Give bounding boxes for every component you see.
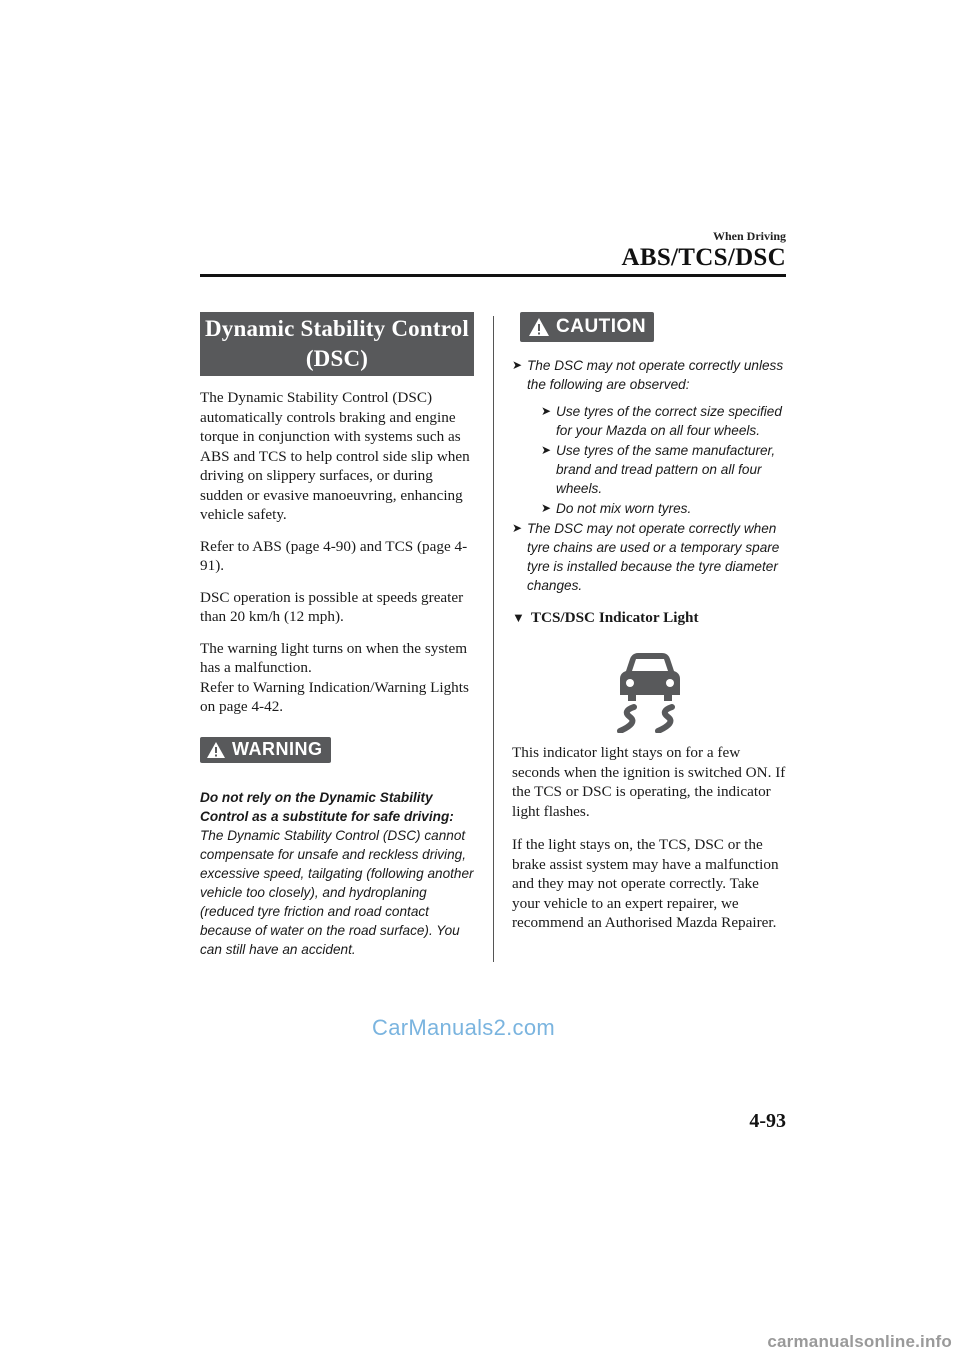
section-title — [200, 312, 474, 376]
caution-item-text: The DSC may not operate correctly unless the following are observed: — [527, 358, 784, 392]
column-divider — [493, 316, 494, 962]
caution-sub-list — [527, 402, 788, 518]
indicator-subheading — [512, 609, 788, 627]
warning-triangle-icon — [206, 741, 226, 759]
indicator-subheading-text: TCS/DSC Indicator Light — [530, 609, 699, 626]
triangle-down-icon: ▼ — [512, 610, 525, 625]
indicator-paragraph-1: This indicator light stays on for a few seconds when the ignition is switched ON. If the TCS or DSC is operating, the indicator light flashes. — [512, 744, 786, 820]
list-item — [541, 402, 788, 440]
header-kicker: When Driving — [712, 229, 786, 243]
caution-sub-item-text: Use tyres of the correct size specified for your Mazda on all four wheels. — [556, 404, 782, 438]
warning-body: The Dynamic Stability Control (DSC) cannot compensate for unsafe and reckless driving, excessive speed, tailgating (following another vehicle too closely), and hydroplaning (reduced tyre friction and road contact because of water on the road surface). You can still have an accident. — [200, 827, 474, 957]
warning-light-sentence: The warning light turns on when the system has a malfunction. — [200, 639, 468, 676]
right-column — [512, 312, 788, 933]
warning-content — [200, 788, 474, 959]
left-column — [200, 312, 474, 959]
dsc-warning-light-paragraph — [200, 639, 474, 717]
caution-sub-item-text: Do not mix worn tyres. — [556, 501, 692, 516]
watermark-corner: carmanualsonline.info — [767, 1332, 952, 1351]
header-rule — [200, 274, 786, 277]
caution-label: CAUTION — [556, 316, 647, 337]
indicator-paragraph-2: If the light stays on, the TCS, DSC or the brake assist system may have a malfunction and they may not operate correctly. Take your vehicle to an expert repairer, we recommend an Authorised Mazda Repairer. — [512, 836, 779, 931]
section-title-line2: (DSC) — [305, 346, 369, 371]
dsc-reference-paragraph: Refer to ABS (page 4-90) and TCS (page 4-91). — [200, 537, 468, 574]
warning-lead: Do not rely on the Dynamic Stability Control as a substitute for safe driving: — [200, 789, 454, 824]
skidding-car-icon — [614, 651, 686, 733]
caution-item-text: The DSC may not operate correctly when tyre chains are used or a temporary spare tyre is installed because the tyre diameter changes. — [527, 521, 780, 593]
list-item — [512, 356, 788, 518]
arrow-bullet-icon: ➤ — [541, 443, 552, 457]
dsc-speed-paragraph: DSC operation is possible at speeds greater than 20 km/h (12 mph). — [200, 588, 464, 625]
dsc-intro-paragraph: The Dynamic Stability Control (DSC) automatically controls braking and engine torque in conjunction with systems such as ABS and TCS to help control side slip when driving on slippery surfaces, or during sudden or evasive manoeuvring, enhancing vehicle safety. — [200, 389, 470, 523]
arrow-bullet-icon: ➤ — [541, 501, 552, 515]
list-item — [541, 499, 788, 518]
list-item — [512, 519, 788, 595]
arrow-bullet-icon: ➤ — [541, 404, 552, 418]
caution-list — [512, 356, 788, 595]
arrow-bullet-icon: ➤ — [512, 358, 523, 372]
warning-triangle-icon — [528, 317, 550, 337]
caution-sub-item-text: Use tyres of the same manufacturer, brand and tread pattern on all four wheels. — [556, 443, 776, 496]
page-number: 4-93 — [749, 1110, 786, 1132]
header-title: ABS/TCS/DSC — [621, 244, 786, 271]
warning-label: WARNING — [232, 739, 323, 759]
caution-badge-wrap — [512, 312, 788, 342]
watermark-site: CarManuals2.com — [372, 1015, 556, 1040]
section-title-line1: Dynamic Stability Control — [205, 316, 469, 341]
warning-badge — [200, 737, 331, 763]
warning-light-reference: Refer to Warning Indication/Warning Lights on page 4-42. — [200, 678, 469, 715]
caution-badge — [520, 312, 654, 342]
warning-badge-wrap — [200, 737, 474, 764]
list-item — [541, 441, 788, 498]
arrow-bullet-icon: ➤ — [512, 521, 523, 535]
